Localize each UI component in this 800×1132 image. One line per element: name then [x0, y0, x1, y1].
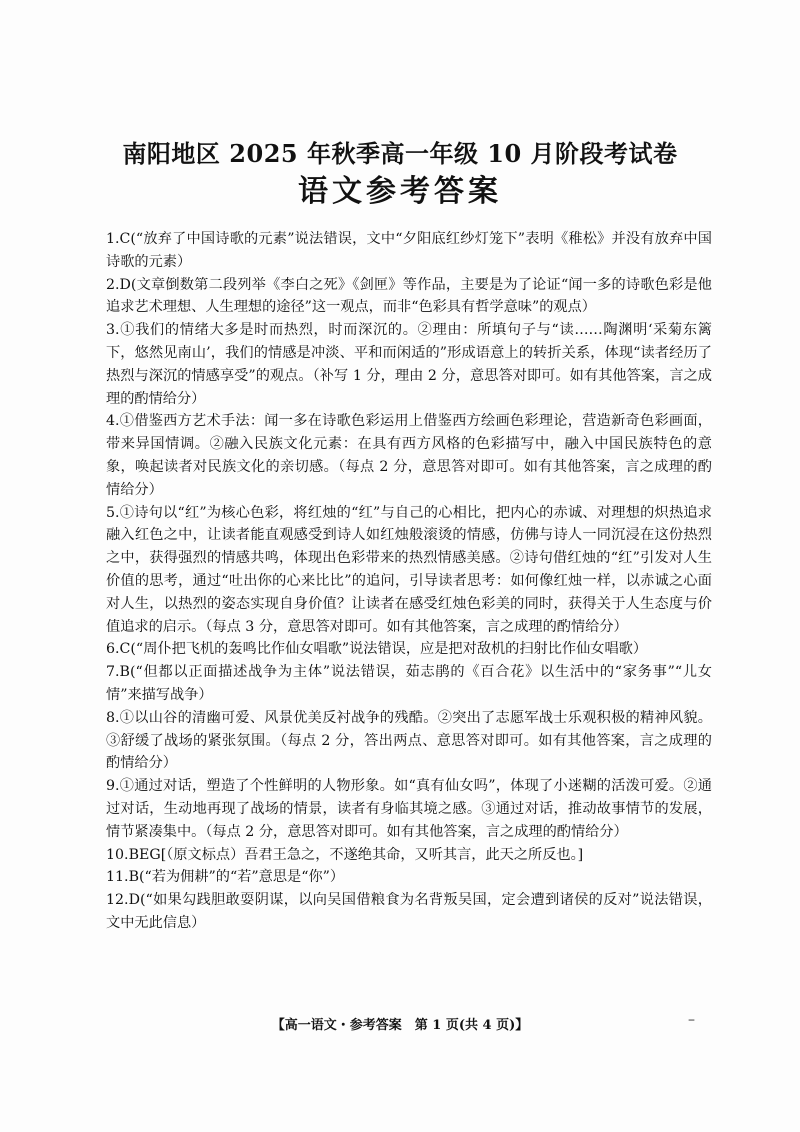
- answer-item-5: [106, 502, 712, 639]
- answer-text: ①诗句以“红”为核心色彩，将红烛的“红”与自己的心相比，把内心的赤诚、对理想的炽热追求融入红色之中，让读者能直观感受到诗人如红烛般滚烫的情感，仿佛与诗人一同沉浸在这份热烈之中，获得强烈的情感共鸣，体现出色彩带来的热烈情感美感。②诗句借红烛的“红”引发对人生价值的思考，通过“吐出你的心来比比”的追问，引导读者思考：如何像红烛一样，以赤诚之心面对人生，以热烈的姿态实现自身价值？让读者在感受红烛色彩美的同时，获得关于人生态度与价值追求的启示。（每点 3 分，意思答对即可。如有其他答案，言之成理的酌情给分）: [106, 504, 712, 635]
- answer-item-7: [106, 661, 712, 707]
- answer-text: B(“但都以正面描述战争为主体”说法错误，茹志鹃的《百合花》以生活中的“家务事”“儿女情”来描写战争）: [106, 664, 712, 703]
- answer-text: ①我们的情绪大多是时而热烈，时而深沉的。②理由：所填句子与“读……陶渊明‘采菊东篱下，悠然见南山’，我们的情感是冲淡、平和而闲适的”形成语意上的转折关系，体现“读者经历了热烈与深沉的情感享受”的观点。（补写 1 分，理由 2 分，意思答对即可。如有其他答案，言之成理的酌情给分）: [106, 322, 712, 407]
- answer-item-2: [106, 274, 712, 320]
- answer-item-9: [106, 775, 712, 843]
- answer-item-10: [106, 844, 712, 867]
- answer-number: 2.: [106, 276, 120, 293]
- answer-item-4: [106, 410, 712, 501]
- answer-number: 8.: [106, 709, 120, 726]
- answer-number: 6.: [106, 641, 120, 658]
- corner-mark: –: [688, 1012, 695, 1028]
- answer-item-1: [106, 228, 712, 274]
- answer-number: 12.: [106, 892, 129, 909]
- answer-item-6: [106, 638, 712, 661]
- answer-number: 11.: [106, 869, 129, 886]
- answer-text: BEG[（原文标点）吾君王急之，不遂绝其命，又听其言，此天之所反也。]: [128, 846, 584, 863]
- answer-number: 9.: [106, 778, 120, 795]
- answer-text: D(“如果勾践胆敢耍阴谋，以向吴国借粮食为名背叛吴国，定会遭到诸侯的反对”说法错误，文中无此信息）: [106, 892, 712, 931]
- answer-text: B(“若为佣耕”的“若”意思是“你”）: [128, 869, 345, 886]
- answer-item-8: [106, 707, 712, 775]
- answer-number: 10.: [106, 846, 129, 863]
- answer-item-12: [106, 889, 712, 935]
- answer-number: 7.: [106, 664, 120, 681]
- answer-list: [106, 228, 712, 935]
- answer-number: 1.: [106, 231, 120, 247]
- answer-key-title: 语文参考答案: [298, 174, 502, 209]
- answer-number: 5.: [106, 504, 120, 521]
- answer-number: 4.: [106, 413, 120, 430]
- answer-number: 3.: [106, 322, 120, 339]
- answer-text: ①以山谷的清幽可爱、风景优美反衬战争的残酷。②突出了志愿军战士乐观积极的精神风貌。③舒缓了战场的紧张氛围。（每点 2 分，答出两点、意思答对即可。如有其他答案，言之成理的酌情给分）: [106, 709, 712, 772]
- answer-text: C(“放弃了中国诗歌的元素”说法错误，文中“夕阳底红纱灯笼下”表明《稚松》并没有放弃中国诗歌的元素）: [106, 231, 712, 270]
- page-footer: 【高一语文・参考答案 第 1 页(共 4 页)】: [271, 1018, 529, 1033]
- exam-title: 南阳地区 2025 年秋季高一年级 10 月阶段考试卷: [122, 139, 678, 168]
- answer-item-11: [106, 866, 712, 889]
- answer-text: D(文章倒数第二段列举《李白之死》《剑匣》等作品，主要是为了论证“闻一多的诗歌色彩是他追求艺术理想、人生理想的途径”这一观点，而非“色彩具有哲学意味”的观点）: [106, 276, 712, 316]
- answer-text: ①借鉴西方艺术手法：闻一多在诗歌色彩运用上借鉴西方绘画色彩理论，营造新奇色彩画面，带来异国情调。②融入民族文化元素：在具有西方风格的色彩描写中，融入中国民族特色的意象，唤起读者对民族文化的亲切感。（每点 2 分，意思答对即可。如有其他答案，言之成理的酌情给分）: [106, 413, 712, 498]
- answer-text: ①通过对话，塑造了个性鲜明的人物形象。如“真有仙女吗”，体现了小迷糊的活泼可爱。②通过对话，生动地再现了战场的情景，读者有身临其境之感。③通过对话，推动故事情节的发展，情节紧凑集中。（每点 2 分，意思答对即可。如有其他答案，言之成理的酌情给分）: [106, 778, 712, 840]
- answer-text: C(“周仆把飞机的轰鸣比作仙女唱歌”说法错误，应是把对敌机的扫射比作仙女唱歌）: [119, 641, 648, 658]
- answer-item-3: [106, 319, 712, 410]
